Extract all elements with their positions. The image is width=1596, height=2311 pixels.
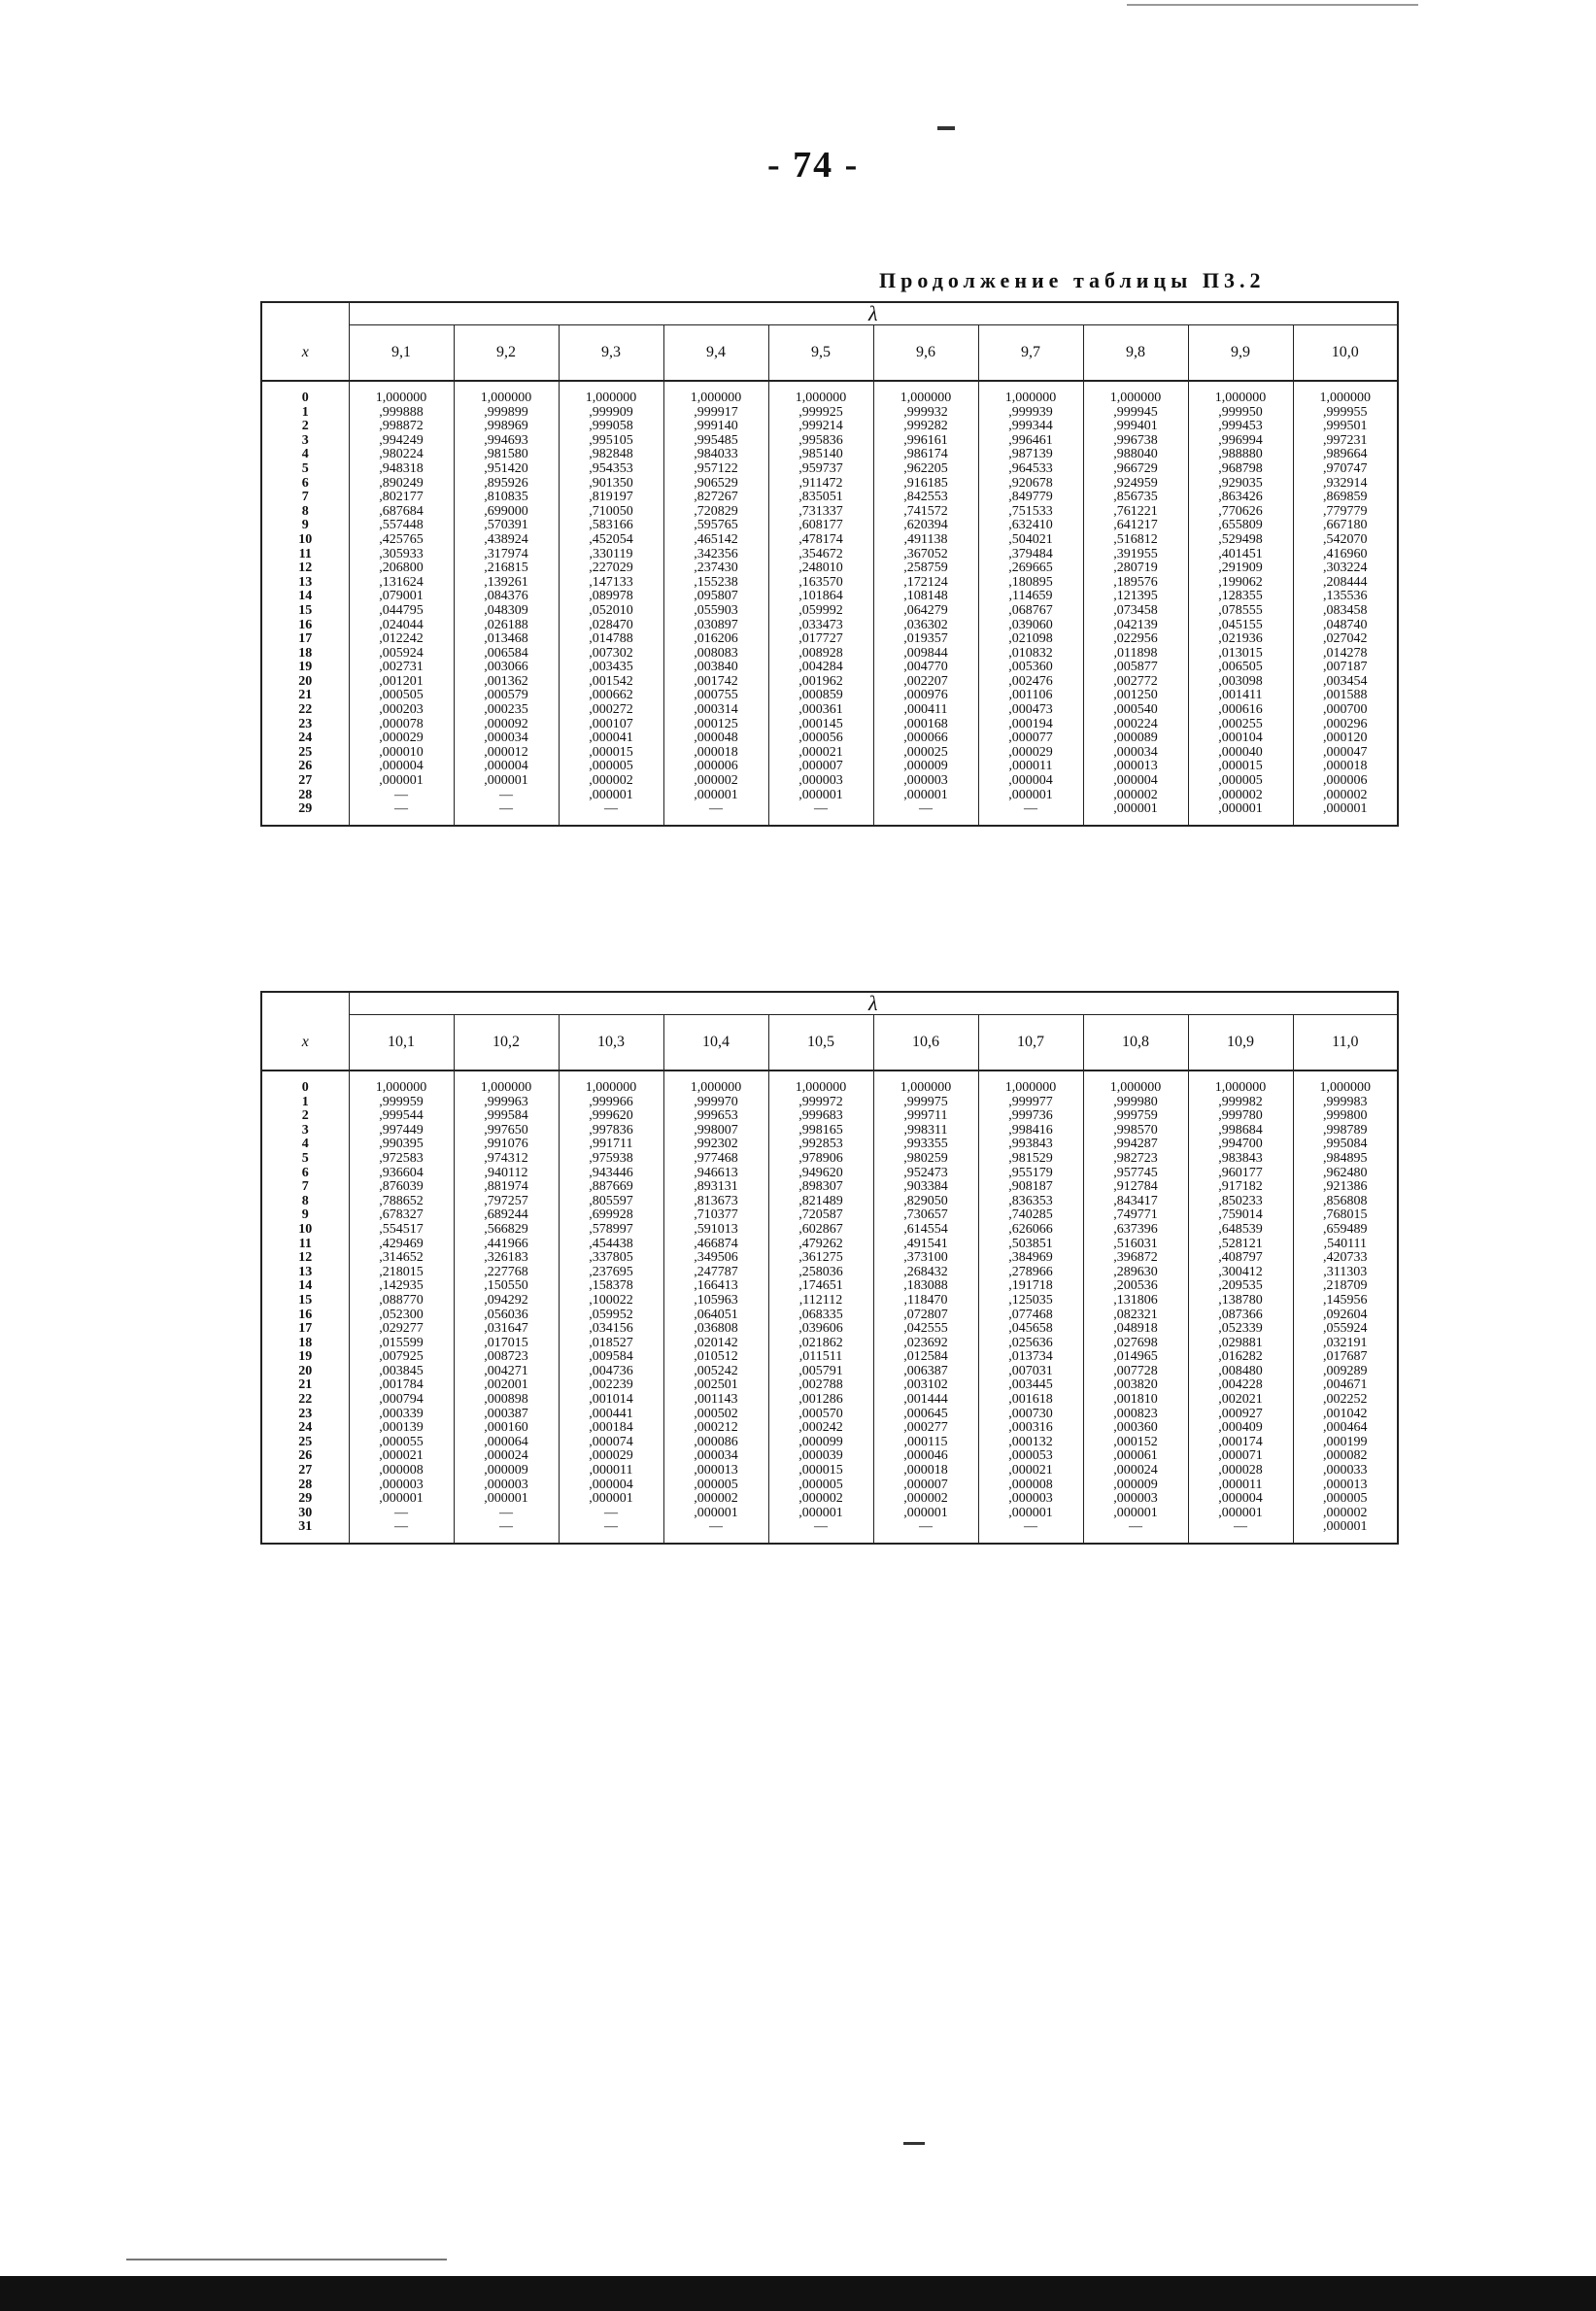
lambda-header: 10,6 [873,1015,978,1071]
value-column: 1,000000 ,999945 ,999401 ,996738 ,988040 ,966729 ,924959 ,856735 ,761221 ,641217 ,516812 ,391955 ,280719 ,189576 ,121395 ,073458 ,042139 ,022956 ,011898 ,005877 ,002772 ,001250 ,000540 ,000224 ,000089 ,000034 ,000013 ,000004 ,000002 ,000001 [1083,381,1188,826]
scan-dash [937,126,955,130]
lambda-header: 9,8 [1083,325,1188,382]
table-part-1 [260,301,1399,827]
value-column: 1,000000 ,999966 ,999620 ,997836 ,991711 ,975938 ,943446 ,887669 ,805597 ,699928 ,578997 ,454438 ,337805 ,237695 ,158378 ,100022 ,059952 ,034156 ,018527 ,009584 ,004736 ,002239 ,001014 ,000441 ,000184 ,000074 ,000029 ,000011 ,000004 ,000001 — — [559,1071,663,1544]
value-column: 1,000000 ,999963 ,999584 ,997650 ,991076 ,974312 ,940112 ,881974 ,797257 ,689244 ,566829 ,441966 ,326183 ,227768 ,150550 ,094292 ,056036 ,031647 ,017015 ,008723 ,004271 ,002001 ,000898 ,000387 ,000160 ,000064 ,000024 ,000009 ,000003 ,000001 — — [454,1071,559,1544]
scan-dash [1127,4,1418,6]
x-header: x [261,1015,349,1071]
lambda-header: 11,0 [1293,1015,1398,1071]
lambda-header: 10,1 [349,1015,454,1071]
lambda-label: λ [349,302,1398,325]
value-column: 1,000000 ,999939 ,999344 ,996461 ,987139 ,964533 ,920678 ,849779 ,751533 ,632410 ,504021 ,379484 ,269665 ,180895 ,114659 ,068767 ,039060 ,021098 ,010832 ,005360 ,002476 ,001106 ,000473 ,000194 ,000077 ,000029 ,000011 ,000004 ,000001 — [978,381,1083,826]
value-column: 1,000000 ,999925 ,999214 ,995836 ,985140 ,959737 ,911472 ,835051 ,731337 ,608177 ,478174 ,354672 ,248010 ,163570 ,101864 ,059992 ,033473 ,017727 ,008928 ,004284 ,001962 ,000859 ,000361 ,000145 ,000056 ,000021 ,000007 ,000003 ,000001 — [768,381,873,826]
x-header-spacer [261,992,349,1015]
lambda-header: 10,7 [978,1015,1083,1071]
value-column: 1,000000 ,999950 ,999453 ,996994 ,988880 ,968798 ,929035 ,863426 ,770626 ,655809 ,529498 ,401451 ,291909 ,199062 ,128355 ,078555 ,045155 ,021936 ,013015 ,006505 ,003098 ,001411 ,000616 ,000255 ,000104 ,000040 ,000015 ,000005 ,000002 ,000001 [1188,381,1293,826]
lambda-label: λ [349,992,1398,1015]
lambda-header: 9,9 [1188,325,1293,382]
value-column: 1,000000 ,999959 ,999544 ,997449 ,990395 ,972583 ,936604 ,876039 ,788652 ,678327 ,554517 ,429469 ,314652 ,218015 ,142935 ,088770 ,052300 ,029277 ,015599 ,007925 ,003845 ,001784 ,000794 ,000339 ,000139 ,000055 ,000021 ,000008 ,000003 ,000001 — — [349,1071,454,1544]
lambda-header: 10,3 [559,1015,663,1071]
x-values-column: 0 1 2 3 4 5 6 7 8 9 10 11 12 13 14 15 16 17 18 19 20 21 22 23 24 25 26 27 28 29 30 31 [261,1071,349,1544]
lambda-header: 10,4 [663,1015,768,1071]
value-column: 1,000000 ,999955 ,999501 ,997231 ,989664 ,970747 ,932914 ,869859 ,779779 ,667180 ,542070 ,416960 ,303224 ,208444 ,135536 ,083458 ,048740 ,027042 ,014278 ,007187 ,003454 ,001588 ,000700 ,000296 ,000120 ,000047 ,000018 ,000006 ,000002 ,000001 [1293,381,1398,826]
value-column: 1,000000 ,999917 ,999140 ,995485 ,984033 ,957122 ,906529 ,827267 ,720829 ,595765 ,465142 ,342356 ,237430 ,155238 ,095807 ,055903 ,030897 ,016206 ,008083 ,003840 ,001742 ,000755 ,000314 ,000125 ,000048 ,000018 ,000006 ,000002 ,000001 — [663,381,768,826]
lambda-header: 9,3 [559,325,663,382]
lambda-header: 10,9 [1188,1015,1293,1071]
value-column: 1,000000 ,999970 ,999653 ,998007 ,992302 ,977468 ,946613 ,893131 ,813673 ,710377 ,591013 ,466874 ,349506 ,247787 ,166413 ,105963 ,064051 ,036808 ,020142 ,010512 ,005242 ,002501 ,001143 ,000502 ,000212 ,000086 ,000034 ,000013 ,000005 ,000002 ,000001 — [663,1071,768,1544]
x-header: x [261,325,349,382]
table-caption: Продолжение таблицы П3.2 [879,268,1266,292]
lambda-header: 9,7 [978,325,1083,382]
value-column: 1,000000 ,999975 ,999711 ,998311 ,993355 ,980259 ,952473 ,903384 ,829050 ,730657 ,614554 ,491541 ,373100 ,268432 ,183088 ,118470 ,072807 ,042555 ,023692 ,012584 ,006387 ,003102 ,001444 ,000645 ,000277 ,000115 ,000046 ,000018 ,000007 ,000002 ,000001 — [873,1071,978,1544]
value-column: 1,000000 ,999977 ,999736 ,998416 ,993843 ,981529 ,955179 ,908187 ,836353 ,740285 ,626066 ,503851 ,384969 ,278966 ,191718 ,125035 ,077468 ,045658 ,025636 ,013734 ,007031 ,003445 ,001618 ,000730 ,000316 ,000132 ,000053 ,000021 ,000008 ,000003 ,000001 — [978,1071,1083,1544]
x-values-column: 0 1 2 3 4 5 6 7 8 9 10 11 12 13 14 15 16 17 18 19 20 21 22 23 24 25 26 27 28 29 [261,381,349,826]
value-column: 1,000000 ,999899 ,998969 ,994693 ,981580 ,951420 ,895926 ,810835 ,699000 ,570391 ,438924 ,317974 ,216815 ,139261 ,084376 ,048309 ,026188 ,013468 ,006584 ,003066 ,001362 ,000579 ,000235 ,000092 ,000034 ,000012 ,000004 ,000001 — — [454,381,559,826]
value-column: 1,000000 ,999909 ,999058 ,995105 ,982848 ,954353 ,901350 ,819197 ,710050 ,583166 ,452054 ,330119 ,227029 ,147133 ,089978 ,052010 ,028470 ,014788 ,007302 ,003435 ,001542 ,000662 ,000272 ,000107 ,000041 ,000015 ,000005 ,000002 ,000001 — [559,381,663,826]
lambda-header: 9,5 [768,325,873,382]
scan-dash [126,2259,447,2260]
lambda-header: 9,2 [454,325,559,382]
value-column: 1,000000 ,999980 ,999759 ,998570 ,994287 ,982723 ,957745 ,912784 ,843417 ,749771 ,637396 ,516031 ,396872 ,289630 ,200536 ,131806 ,082321 ,048918 ,027698 ,014965 ,007728 ,003820 ,001810 ,000823 ,000360 ,000152 ,000061 ,000024 ,000009 ,000003 ,000001 — [1083,1071,1188,1544]
lambda-header: 10,5 [768,1015,873,1071]
lambda-header: 9,6 [873,325,978,382]
value-column: 1,000000 ,999983 ,999800 ,998789 ,995084 ,984895 ,962480 ,921386 ,856808 ,768015 ,659489 ,540111 ,420733 ,311303 ,218709 ,145956 ,092604 ,055924 ,032191 ,017687 ,009289 ,004671 ,002252 ,001042 ,000464 ,000199 ,000082 ,000033 ,000013 ,000005 ,000002 ,000001 [1293,1071,1398,1544]
value-column: 1,000000 ,999982 ,999780 ,998684 ,994700 ,983843 ,960177 ,917182 ,850233 ,759014 ,648539 ,528121 ,408797 ,300412 ,209535 ,138780 ,087366 ,052339 ,029881 ,016282 ,008480 ,004228 ,002021 ,000927 ,000409 ,000174 ,000071 ,000028 ,000011 ,000004 ,000001 — [1188,1071,1293,1544]
page-number: - 74 - [767,145,860,186]
lambda-header: 10,2 [454,1015,559,1071]
lambda-header: 10,0 [1293,325,1398,382]
value-column: 1,000000 ,999972 ,999683 ,998165 ,992853 ,978906 ,949620 ,898307 ,821489 ,720587 ,602867 ,479262 ,361275 ,258036 ,174651 ,112112 ,068335 ,039606 ,021862 ,011511 ,005791 ,002788 ,001286 ,000570 ,000242 ,000099 ,000039 ,000015 ,000005 ,000002 ,000001 — [768,1071,873,1544]
scan-dash [903,2142,925,2145]
scan-bottom-bar [0,2276,1596,2311]
lambda-header: 9,4 [663,325,768,382]
value-column: 1,000000 ,999888 ,998872 ,994249 ,980224 ,948318 ,890249 ,802177 ,687684 ,557448 ,425765 ,305933 ,206800 ,131624 ,079001 ,044795 ,024044 ,012242 ,005924 ,002731 ,001201 ,000505 ,000203 ,000078 ,000029 ,000010 ,000004 ,000001 — — [349,381,454,826]
lambda-header: 9,1 [349,325,454,382]
table-part-2 [260,991,1399,1545]
x-header-spacer [261,302,349,325]
value-column: 1,000000 ,999932 ,999282 ,996161 ,986174 ,962205 ,916185 ,842553 ,741572 ,620394 ,491138 ,367052 ,258759 ,172124 ,108148 ,064279 ,036302 ,019357 ,009844 ,004770 ,002207 ,000976 ,000411 ,000168 ,000066 ,000025 ,000009 ,000003 ,000001 — [873,381,978,826]
lambda-header: 10,8 [1083,1015,1188,1071]
